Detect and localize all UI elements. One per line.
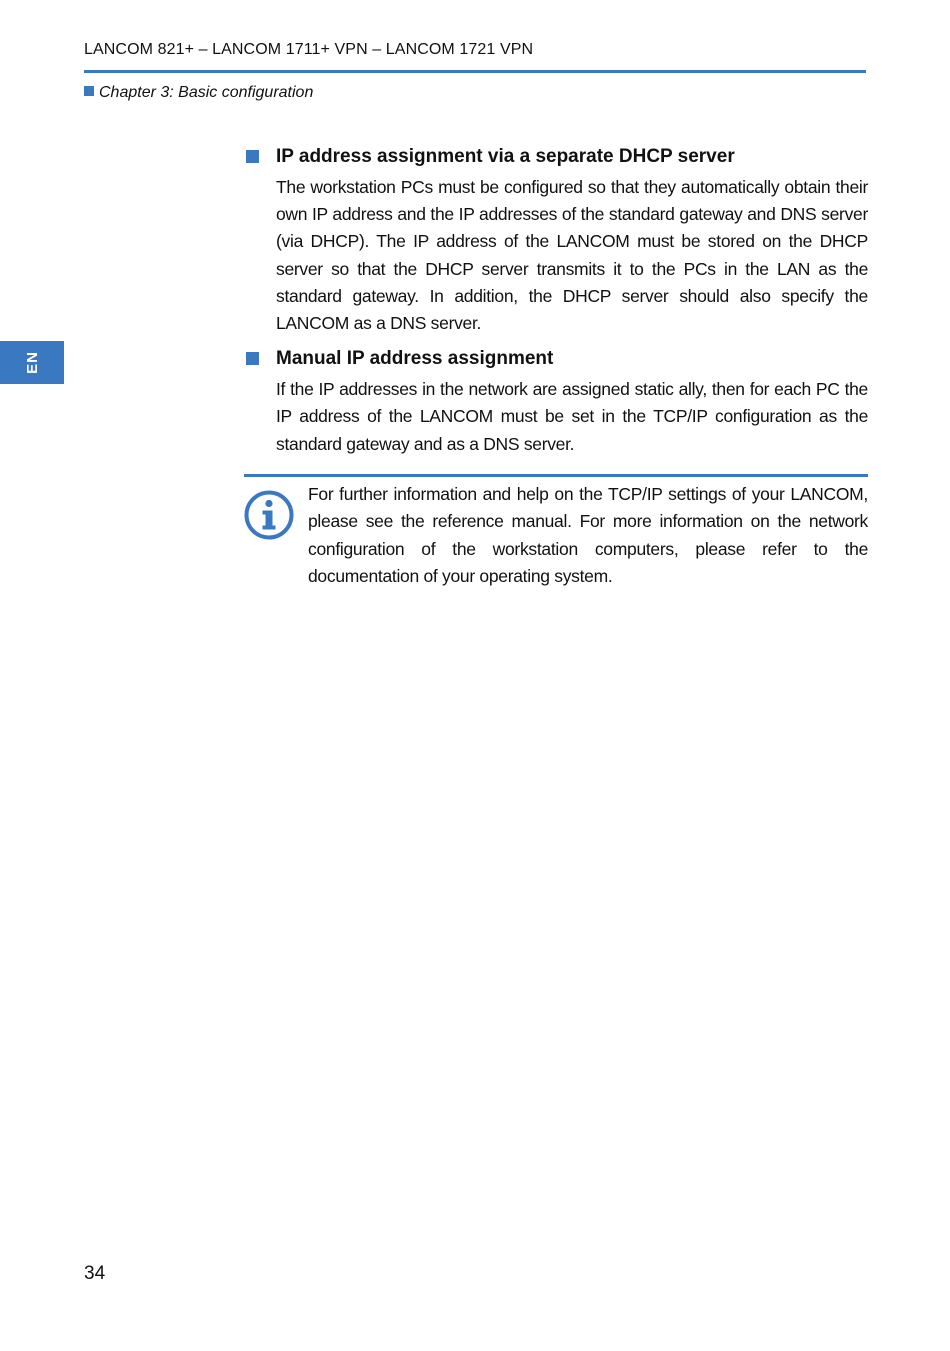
header-rule: [84, 70, 866, 73]
language-tab-label: EN: [23, 351, 41, 374]
bullet-body: If the IP addresses in the network are assigned static ally, then for each PC the IP address of the LANCOM must be set in the TCP/IP configuration as the standard gateway and as a DNS server.: [276, 379, 868, 454]
bullet-body: The workstation PCs must be configured so that they automatically obtain their own IP address and the IP addresses of the standard gateway and DNS server (via DHCP). The IP address of the LANCOM must be stored on the DHCP server so that the DHCP server transmits it to the PCs in the LAN as the standard gateway. In addition, the DHCP server should also specify the LANCOM as a DNS server.: [276, 177, 868, 334]
bullet-square-icon: [246, 150, 259, 163]
info-icon: [244, 490, 294, 540]
bullet-item-manual: [244, 345, 868, 458]
bullet-heading: IP address assignment via a separate DHCP server: [276, 146, 735, 167]
note-text: For further information and help on the TCP/IP settings of your LANCOM, please see the reference manual. For more information on the network configuration of the workstation computers, please refer to the documentation of your operating system.: [308, 484, 868, 586]
chapter-square-icon: [84, 86, 94, 96]
chapter-heading: [84, 84, 313, 102]
chapter-title: Chapter 3: Basic configuration: [99, 84, 314, 101]
language-tab: [0, 341, 64, 384]
main-content: [244, 143, 868, 466]
bullet-heading: Manual IP address assignment: [276, 348, 554, 370]
bullet-square-icon: [246, 352, 259, 365]
note-rule: [244, 474, 868, 477]
bullet-item-dhcp: [244, 143, 868, 337]
running-header: LANCOM 821+ – LANCOM 1711+ VPN – LANCOM 1721 VPN: [84, 41, 534, 58]
page-number: 34: [84, 1263, 106, 1284]
